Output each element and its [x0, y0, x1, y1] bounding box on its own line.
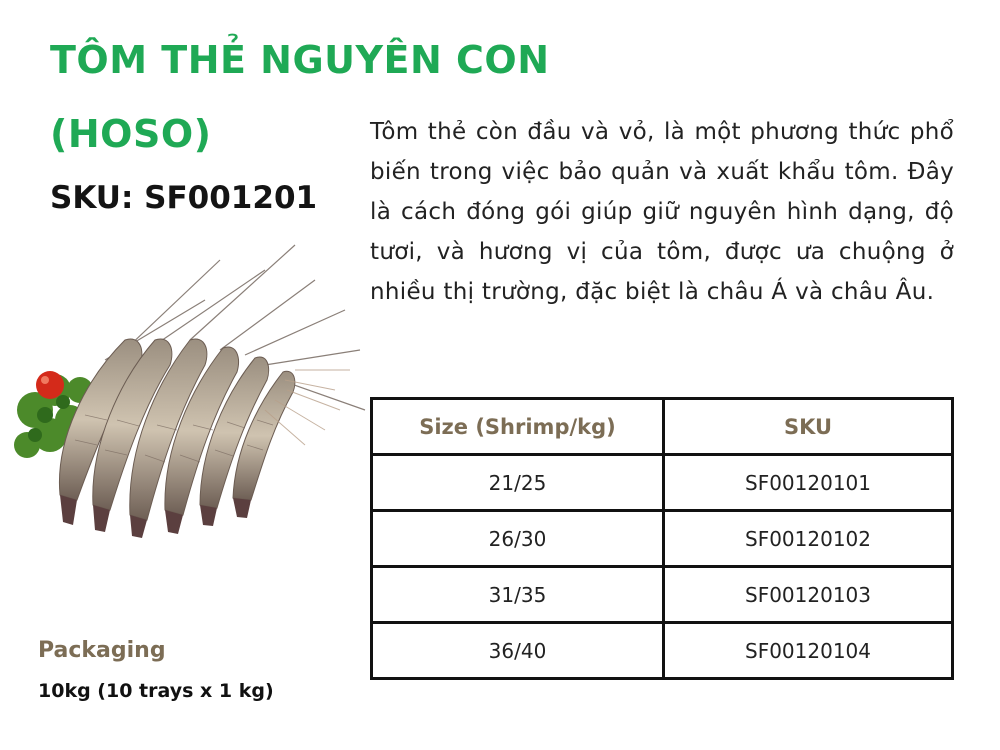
product-sku: SKU: SF001201	[50, 180, 318, 216]
table-row	[372, 623, 953, 679]
packaging-value: 10kg (10 trays x 1 kg)	[38, 680, 274, 702]
table-row	[372, 455, 953, 511]
sku-cell: SF00120104	[664, 623, 953, 679]
product-description: Tôm thẻ còn đầu và vỏ, là một phương thức phổ biến trong việc bảo quản và xuất khẩu tôm. Đây là cách đóng gói giúp giữ nguyên hình dạng, độ tươi, và hương vị của tôm, được ưa chuộng ở nhiều thị trường, đặc biệt là châu Á và châu Âu.	[370, 119, 954, 305]
table-row	[372, 567, 953, 623]
product-title-line1: TÔM THẺ NGUYÊN CON	[50, 38, 550, 82]
sku-cell: SF00120103	[664, 567, 953, 623]
size-cell: 31/35	[372, 567, 664, 623]
table-row	[372, 511, 953, 567]
shrimp-photo	[5, 240, 370, 540]
size-sku-table	[370, 397, 954, 680]
product-title-line2: (HOSO)	[50, 112, 212, 156]
packaging-label: Packaging	[38, 638, 166, 663]
size-cell: 36/40	[372, 623, 664, 679]
header-size: Size (Shrimp/kg)	[372, 399, 664, 455]
sku-cell: SF00120101	[664, 455, 953, 511]
header-sku: SKU	[664, 399, 953, 455]
size-cell: 26/30	[372, 511, 664, 567]
sku-cell: SF00120102	[664, 511, 953, 567]
size-cell: 21/25	[372, 455, 664, 511]
table-header-row	[372, 399, 953, 455]
